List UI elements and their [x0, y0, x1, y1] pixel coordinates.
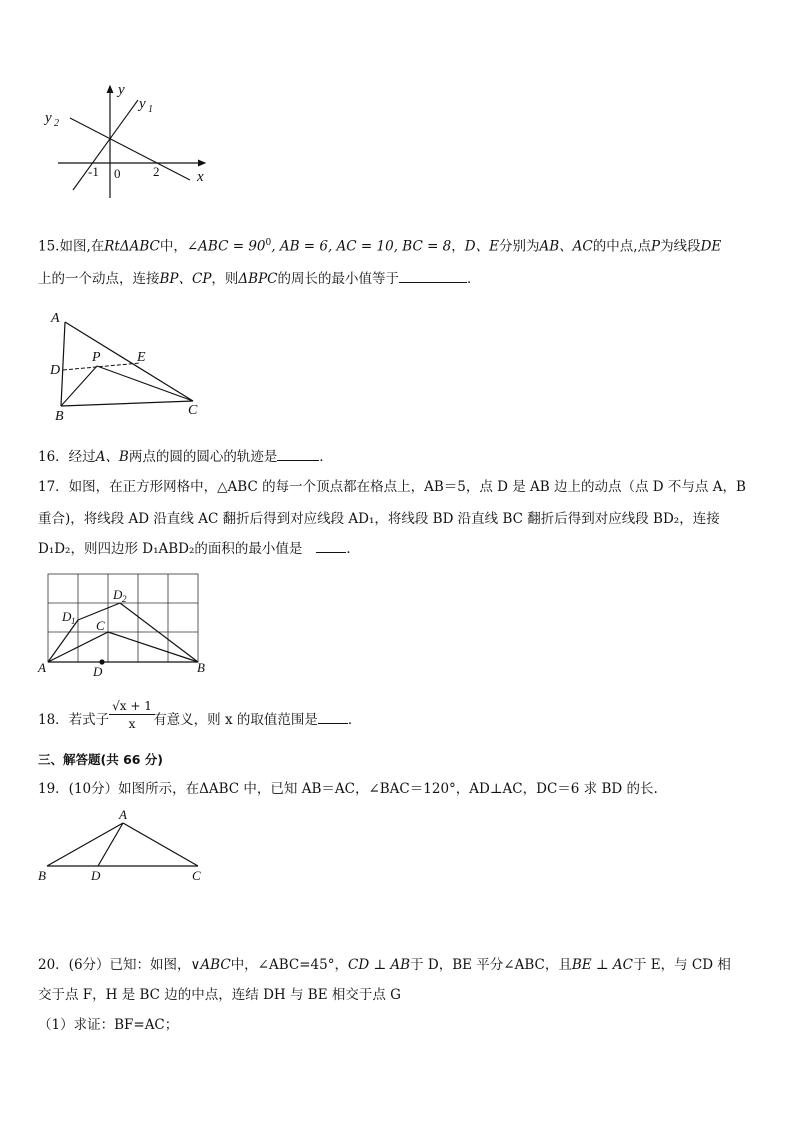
y1-subscript: 1	[148, 104, 153, 115]
y1-label: y	[139, 96, 146, 112]
q18-fraction	[109, 698, 155, 733]
q15-text: ，则	[211, 271, 239, 287]
y-axis-label: y	[118, 82, 125, 98]
q17-text: 17．如图，在正方形网格中，△ABC 的每一个顶点都在格点上，AB＝5，点 D 是 AB 边上的动点（点 D 不与点 A，B	[38, 479, 746, 495]
q15-segments: AB、AC	[539, 238, 593, 255]
label-E: E	[137, 350, 146, 365]
label-B: B	[38, 868, 46, 883]
q15-condition: ∠ABC = 90	[186, 238, 266, 255]
q15-text: 的周长的最小值等于	[277, 271, 400, 287]
q18-line	[38, 711, 361, 729]
q17-line-3	[38, 540, 360, 558]
q17-text: D₁D₂，则四边形 D₁ABD₂的面积的最小值是	[38, 541, 303, 557]
q20-perpendicular: BE ⊥ AC	[571, 957, 633, 973]
label-C: C	[192, 868, 201, 883]
label-A: A	[51, 311, 60, 326]
q20-text: 中，∠ABC=45°，	[230, 957, 348, 973]
q15-line-1	[38, 234, 721, 256]
q15-text: 中，	[159, 238, 187, 255]
y2-label: y	[45, 110, 52, 126]
q17-line-2	[38, 510, 720, 528]
q20-text: （1）求证：BF=AC；	[38, 1017, 179, 1033]
q15-text: 分别为	[498, 238, 540, 255]
label-P: P	[92, 350, 101, 365]
q19-line	[38, 780, 658, 798]
q16-text: ．	[319, 449, 333, 465]
q17-line-1	[38, 478, 746, 496]
q20-text: 交于点 F，H 是 BC 边的中点，连结 DH 与 BE 相交于点 G	[38, 987, 401, 1003]
q15-triangle-figure	[45, 308, 215, 423]
label-B: B	[197, 660, 205, 675]
q15-point-p: P	[651, 238, 661, 255]
q14-graph-figure	[40, 80, 220, 205]
q18-numerator: √x + 1	[109, 698, 155, 715]
q20-text: 20．(6分）已知：如图，	[38, 957, 191, 973]
q15-text: 15.如图,在	[38, 238, 105, 255]
q18-denominator: x	[128, 717, 136, 731]
tick-0: 0	[114, 166, 121, 181]
q15-points: D、E	[464, 238, 499, 255]
q16-text: 两点的圆的圆心的轨迹是	[128, 449, 278, 465]
q15-text: 上的一个动点，连接	[38, 271, 160, 287]
q18-text: 18．若式子	[38, 712, 110, 728]
label-D: D	[91, 868, 101, 883]
q15-segments: BP、CP	[159, 271, 212, 287]
q15-text: ，	[451, 238, 465, 255]
q17-text: 重合)，将线段 AD 沿直线 AC 翻折后得到对应线段 AD₁，将线段 BD 沿直线 BC 翻折后得到对应线段 BD₂，连接	[38, 511, 720, 527]
q16-line	[38, 448, 333, 466]
q18-answer-blank[interactable]	[318, 711, 348, 724]
q20-triangle: ∨ABC	[190, 957, 231, 973]
q15-text: 的中点,点	[592, 238, 652, 255]
q15-degree: 0	[265, 238, 272, 248]
label-D: D	[93, 664, 103, 679]
tick-2: 2	[153, 164, 160, 179]
label-C: C	[188, 403, 198, 418]
q15-text: 为线段	[660, 238, 701, 255]
q17-grid-figure	[36, 568, 211, 683]
label-D1-sub: 1	[71, 616, 76, 626]
q15-answer-blank[interactable]	[399, 270, 467, 283]
label-D: D	[50, 363, 61, 378]
y2-subscript: 2	[54, 118, 59, 129]
q18-text: 有意义，则 x 的取值范围是	[153, 712, 318, 728]
q15-triangle: ΔBPC	[238, 271, 278, 287]
q16-text: 16．经过	[38, 449, 96, 465]
label-D2: D	[113, 587, 123, 602]
q20-perpendicular: CD ⊥ AB	[348, 957, 411, 973]
q20-part-1	[38, 1016, 178, 1034]
label-A: A	[119, 807, 127, 822]
q15-text: ．	[467, 271, 481, 287]
q20-line-2	[38, 986, 401, 1004]
q18-text: ．	[347, 712, 362, 728]
q15-line-2	[38, 270, 481, 288]
q17-text: ．	[346, 541, 360, 557]
q15-condition-2: , AB = 6, AC = 10, BC = 8	[271, 238, 452, 255]
section-3-title: 三、解答题(共 66 分)	[38, 752, 164, 767]
q20-line-1	[38, 956, 731, 974]
q20-text: 于 D，BE 平分∠ABC，且	[410, 957, 572, 973]
q15-segment-de: DE	[700, 238, 722, 255]
q16-points: A、B	[95, 449, 129, 465]
q17-answer-blank[interactable]	[316, 540, 346, 553]
q16-answer-blank[interactable]	[277, 448, 319, 461]
x-axis-label: x	[197, 169, 204, 185]
label-D1: D	[62, 609, 72, 624]
q19-triangle-figure	[35, 806, 215, 886]
tick-neg1: -1	[88, 164, 99, 179]
q20-text: 于 E，与 CD 相	[633, 957, 731, 973]
q19-text: 19．(10分）如图所示，在ΔABC 中，已知 AB＝AC，∠BAC＝120°，AD⊥AC，DC＝6 求 BD 的长.	[38, 781, 658, 797]
q15-triangle: RtΔABC	[104, 238, 160, 255]
label-A: A	[38, 660, 46, 675]
label-C: C	[96, 618, 105, 633]
label-D2-sub: 2	[122, 594, 127, 604]
line-y1	[73, 100, 138, 190]
label-B: B	[55, 409, 64, 424]
